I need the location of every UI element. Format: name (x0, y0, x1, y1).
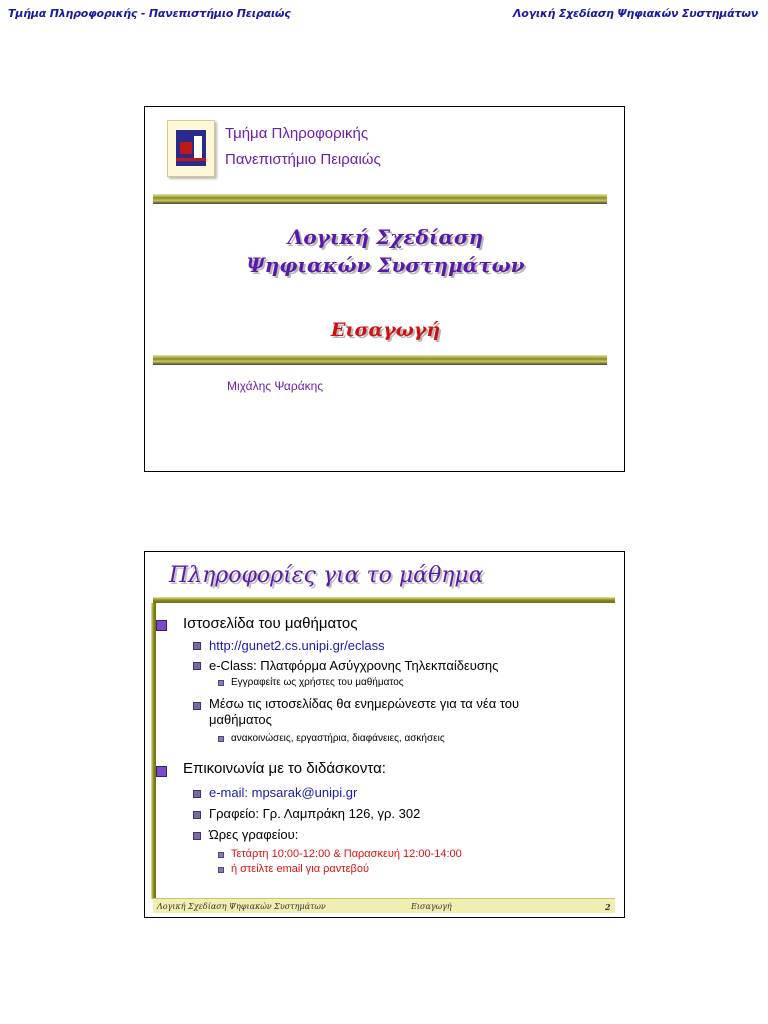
bullet-square-icon (193, 662, 201, 670)
footer-section: Εισαγωγή (411, 902, 452, 911)
author-name: Μιχάλης Ψαράκης (227, 379, 324, 393)
bullet-square-icon (218, 867, 224, 873)
gold-divider-bottom (153, 355, 607, 365)
eclass-description: Πλατφόρμα Ασύγχρονης Τηλεκπαίδευσης (256, 658, 499, 673)
office-location: Γραφείο: Γρ. Λαμπράκη 126, γρ. 302 (209, 806, 421, 821)
news-line-1: Μέσω τις ιστοσελίδας θα ενημερώνεστε για τα νέα του (209, 696, 520, 711)
slide-title: Πληροφορίες για το μάθημα (169, 563, 484, 588)
news-topics: ανακοινώσεις, εργαστήρια, διαφάνειες, ασκήσεις (231, 733, 445, 744)
contact-heading: Επικοινωνία με το διδάσκοντα: (183, 760, 386, 777)
footer-page-number: 2 (605, 902, 611, 912)
university-logo (167, 120, 215, 177)
office-hours-label: Ώρες γραφείου: (209, 827, 299, 842)
gold-divider (153, 597, 615, 603)
eclass-line (209, 658, 498, 673)
header-right-text: Λογική Σχεδίαση Ψηφιακών Συστημάτων (512, 7, 758, 20)
bullet-square-icon (218, 852, 224, 858)
logo-emblem-icon (176, 130, 206, 166)
bullet-square-icon (156, 766, 167, 777)
lecture-subtitle: Εισαγωγή (330, 319, 441, 341)
eclass-label: e-Class: (209, 658, 257, 673)
department-name: Τμήμα Πληροφορικής (225, 125, 369, 142)
bullet-square-icon (156, 620, 167, 631)
gold-divider-top (153, 194, 607, 204)
appointment-note: ή στείλτε email για ραντεβού (231, 863, 369, 875)
bullet-square-icon (218, 680, 224, 686)
office-hours-times: Τετάρτη 10:00-12:00 & Παρασκευή 12:00-14:00 (231, 848, 462, 860)
page-header (0, 0, 768, 22)
footer-course-title: Λογική Σχεδίαση Ψηφιακών Συστημάτων (157, 902, 326, 911)
bullet-square-icon (193, 790, 201, 798)
news-line-2: μαθήματος (209, 712, 272, 727)
slide-1 (144, 106, 625, 472)
bullet-square-icon (193, 832, 201, 840)
university-name: Πανεπιστήμιο Πειραιώς (225, 151, 381, 168)
instructor-email[interactable]: e-mail: mpsarak@unipi.gr (209, 785, 358, 800)
course-website-link[interactable]: http://gunet2.cs.unipi.gr/eclass (209, 638, 385, 653)
slide-2 (144, 551, 625, 918)
bullet-square-icon (218, 736, 224, 742)
bullet-square-icon (193, 811, 201, 819)
header-left-text: Τμήμα Πληροφορικής - Πανεπιστήμιο Πειραιώς (8, 7, 291, 20)
bullet-square-icon (193, 642, 201, 650)
course-title-line2: Ψηφιακών Συστημάτων (246, 253, 525, 277)
eclass-register-note: Εγγραφείτε ως χρήστες του μαθήματος (231, 677, 404, 688)
bullet-square-icon (193, 702, 201, 710)
course-title-line1: Λογική Σχεδίαση (287, 225, 484, 249)
website-heading: Ιστοσελίδα του μαθήματος (183, 615, 358, 632)
gold-side-bar (151, 603, 156, 899)
